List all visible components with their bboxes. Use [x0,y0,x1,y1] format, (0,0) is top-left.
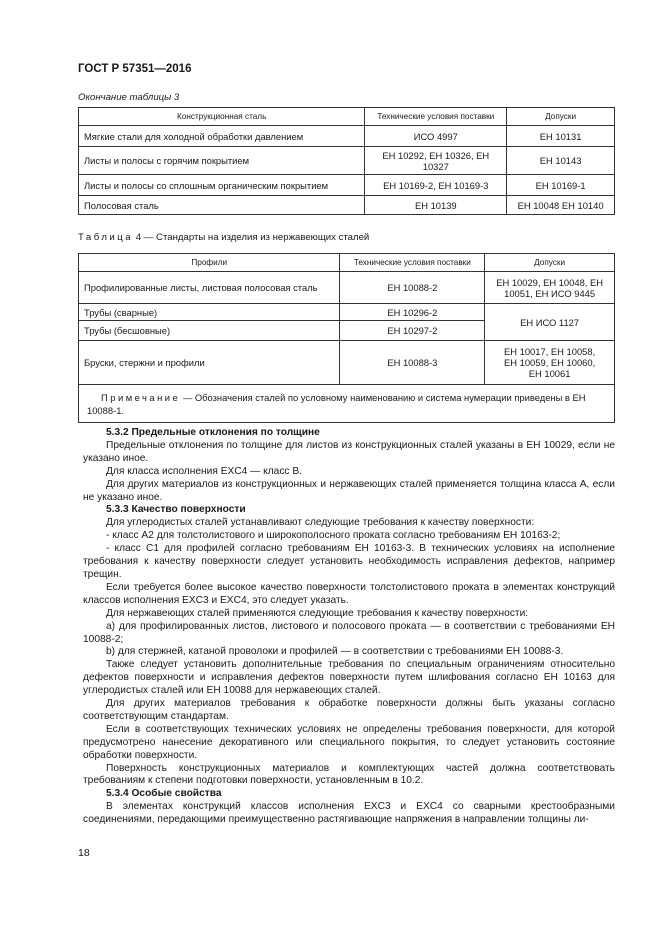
table-cell: ЕН 10088-2 [340,272,485,304]
table-cell: ЕН 10296-2 [340,304,485,321]
table4-caption [78,232,369,243]
paragraph: Также следует установить дополнительные требования по специальным ограничениям относительно дефектов поверхности и исправления дефектов поверхности путем шлифования согласно ЕН 10163 для углеродистых сталей или ЕН 10088 для нержавеющих сталей. [83,659,615,697]
section-heading: 5.3.2 Предельные отклонения по толщине [106,427,320,438]
table4-header-profiles: Профили [79,254,340,272]
table-cell: Полосовая сталь [79,196,365,215]
paragraph: - класс С1 для профилей согласно требованиям ЕН 10163-3. В технических условиях на исполнение требования к качеству поверхности следует установить необходимость исправления дефектов, например трещин. [83,543,615,580]
paragraph: Если в соответствующих технических условиях не определены требования поверхности, для которой предусмотрено нанесение декоративного или специального покрытия, то следует установить состояние обработки поверхности. [83,723,615,761]
table-cell: ЕН 10169-2, ЕН 10169-3 [365,175,507,196]
table4-caption-text: 4 — Стандарты на изделия из нержавеющих сталей [135,232,370,243]
table-cell: ЕН 10029, ЕН 10048, ЕН 10051, ЕН ИСО 9445 [485,272,615,304]
table-cell: ЕН 10017, ЕН 10058, ЕН 10059, ЕН 10060, ЕН 10061 [485,341,615,385]
page-number: 18 [78,847,90,859]
paragraph: Для других материалов из конструкционных и нержавеющих сталей применяется толщина класса А, если не указано иное. [83,478,615,503]
paragraph: В элементах конструкций классов исполнения EXC3 и EXC4 со сварными крестообразными соединениями, передающими преимущественно растягивающие напряжения в направлении толщины ли- [83,801,615,826]
section-heading: 5.3.3 Качество поверхности [106,504,246,516]
table-cell: ЕН 10143 [507,147,615,175]
table-cell: ЕН ИСО 1127 [485,304,615,341]
table4-caption-label: Таблица [78,232,134,243]
table3-header-tolerances: Допуски [507,108,615,126]
table3-header-steel: Конструкционная сталь [79,108,365,126]
table-row [79,304,615,321]
table-row [79,147,615,175]
paragraph: Если требуется более высокое качество поверхности толстолистового проката в элементах конструкций классов исполнения EXC3 и EXC4, это следует указать. [83,581,615,606]
paragraph: Для класса исполнения EXC4 — класс B. [106,465,302,477]
table4 [78,253,615,423]
table-row [79,175,615,196]
table-cell: ЕН 10292, ЕН 10326, ЕН 10327 [365,147,507,175]
table-cell: ЕН 10088-3 [340,341,485,385]
table4-header-tolerances: Допуски [485,254,615,272]
paragraph: Для нержавеющих сталей применяются следующие требования к качеству поверхности: [106,607,529,619]
table-row [79,126,615,147]
paragraph: Предельные отклонения по толщине для листов из конструкционных сталей указаны в ЕН 10029, если не указано иное. [83,439,615,464]
table-row [79,196,615,215]
table3 [78,107,615,215]
paragraph: Поверхность конструкционных материалов и комплектующих частей должна соответствовать требованиям к степени подготовки поверхности, установленным в 10.2. [83,762,615,787]
table-cell: Листы и полосы со сплошным органическим покрытием [79,175,365,196]
paragraph: b) для стержней, катаной проволоки и профилей — в соответствии с требованиями ЕН 10088-3. [106,646,564,658]
table-cell: ЕН 10131 [507,126,615,147]
paragraph: Для углеродистых сталей устанавливают следующие требования к качеству поверхности: [106,517,535,529]
table-cell: Мягкие стали для холодной обработки давлением [79,126,365,147]
paragraph: a) для профилированных листов, листового и полосового проката — в соответствии с требованиями ЕН 10088-2; [83,620,615,645]
section-heading: 5.3.4 Особые свойства [106,788,222,800]
table-cell: ЕН 10139 [365,196,507,215]
table-cell: ЕН 10169-1 [507,175,615,196]
note-label: Примечание [101,392,181,403]
table3-caption: Окончание таблицы 3 [78,92,180,103]
table-cell: Профилированные листы, листовая полосовая сталь [79,272,340,304]
table-row [79,341,615,385]
table-cell: Трубы (бесшовные) [79,321,340,341]
table4-header-conditions: Технические условия поставки [340,254,485,272]
document-header: ГОСТ Р 57351—2016 [78,63,192,75]
paragraph: Для других материалов требования к обработке поверхности должны быть указаны согласно соответствующим стандартам. [83,698,615,722]
note-text: — Обозначения сталей по условному наименованию и система нумерации приведены в ЕН 10088-1. [87,392,586,416]
table-cell: ЕН 10048 ЕН 10140 [507,196,615,215]
body-text [83,427,615,827]
table4-note [79,385,615,423]
paragraph: - класс А2 для толстолистового и широкополосного проката согласно требованиям ЕН 10163-2; [106,530,561,542]
table-note-row [79,385,615,423]
table-cell: Листы и полосы с горячим покрытием [79,147,365,175]
table3-header-conditions: Технические условия поставки [365,108,507,126]
table-row [79,272,615,304]
table-cell: ЕН 10297-2 [340,321,485,341]
table-cell: Бруски, стержни и профили [79,341,340,385]
table-cell: ИСО 4997 [365,126,507,147]
table-cell: Трубы (сварные) [79,304,340,321]
